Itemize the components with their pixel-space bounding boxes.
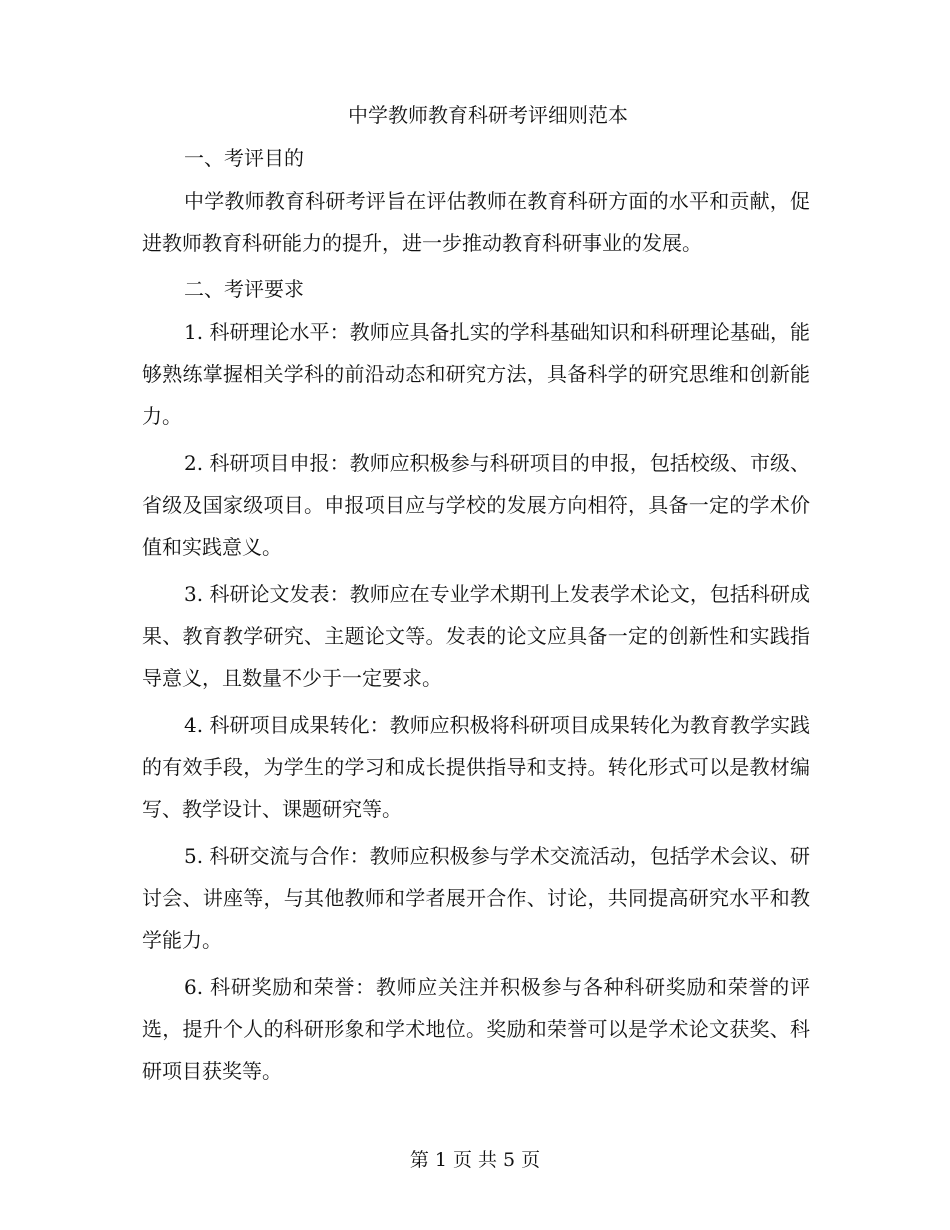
- paragraph-purpose: 中学教师教育科研考评旨在评估教师在教育科研方面的水平和贡献，促进教师教育科研能力的提升，进一步推动教育科研事业的发展。: [142, 189, 810, 255]
- paragraph-requirement-6: 6. 科研奖励和荣誉：教师应关注并积极参与各种科研奖励和荣誉的评选，提升个人的科研形象和学术地位。奖励和荣誉可以是学术论文获奖、科研项目获奖等。: [142, 975, 810, 1083]
- page-number-footer: 第 1 页 共 5 页: [409, 1149, 541, 1171]
- section-heading-purpose: 一、考评目的: [184, 146, 304, 170]
- paragraph-requirement-2: 2. 科研项目申报：教师应积极参与科研项目的申报，包括校级、市级、省级及国家级项目。申报项目应与学校的发展方向相符，具备一定的学术价值和实践意义。: [142, 451, 810, 559]
- paragraph-requirement-3: 3. 科研论文发表：教师应在专业学术期刊上发表学术论文，包括科研成果、教育教学研究、主题论文等。发表的论文应具备一定的创新性和实践指导意义，且数量不少于一定要求。: [142, 582, 810, 690]
- paragraph-requirement-5: 5. 科研交流与合作：教师应积极参与学术交流活动，包括学术会议、研讨会、讲座等，与其他教师和学者展开合作、讨论，共同提高研究水平和教学能力。: [142, 844, 810, 952]
- section-heading-requirements: 二、考评要求: [184, 277, 304, 301]
- paragraph-requirement-4: 4. 科研项目成果转化：教师应积极将科研项目成果转化为教育教学实践的有效手段，为学生的学习和成长提供指导和支持。转化形式可以是教材编写、教学设计、课题研究等。: [142, 713, 810, 821]
- paragraph-requirement-1: 1. 科研理论水平：教师应具备扎实的学科基础知识和科研理论基础，能够熟练掌握相关学科的前沿动态和研究方法，具备科学的研究思维和创新能力。: [142, 320, 810, 428]
- document-title: 中学教师教育科研考评细则范本: [348, 103, 628, 127]
- document-body: [142, 100, 810, 1101]
